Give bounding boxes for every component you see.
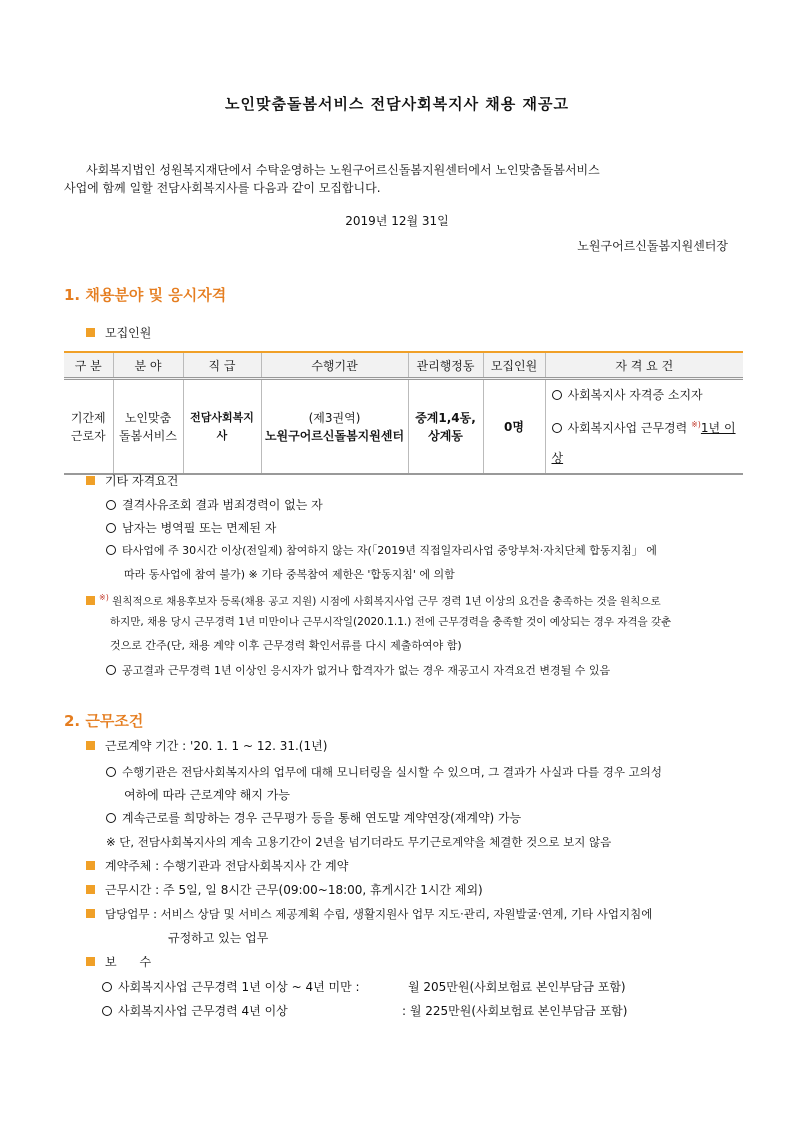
bullet-square-icon [86,741,95,750]
section-1-heading: 1. 채용분야 및 응시자격 [64,286,227,304]
list-item: 공고결과 근무경력 1년 이상인 응시자가 없거나 합격자가 없는 경우 재공고시 자격요건 변경될 수 있음 [106,663,610,679]
list-item: 수행기관은 전담사회복지사의 업무에 대해 모니터링을 실시할 수 있으며, 그 결과가 사실과 다를 경우 고의성 [106,764,662,780]
bullet-square-icon [86,596,95,605]
bullet-square-icon [86,957,95,966]
list-item-continued: 여하에 따라 근로계약 해지 가능 [124,788,290,802]
list-item: 결격사유조회 결과 범죄경력이 없는 자 [106,497,323,513]
bullet-circle-icon [552,423,562,433]
contract-party: 계약주체 : 수행기관과 전담사회복지사 간 계약 [86,858,348,874]
bullet-square-icon [86,909,95,918]
list-item: 타사업에 주 30시간 이상(전일제) 참여하지 않는 자(「2019년 직접일자리사업 중앙부처·자치단체 합동지침」 에 [106,543,657,559]
pay-label: 보 수 [86,954,151,970]
list-item: 남자는 병역필 또는 면제된 자 [106,520,276,536]
bullet-circle-icon [106,767,116,777]
other-label: 기타 자격요건 [86,473,178,489]
bullet-square-icon [86,885,95,894]
col-header: 분 야 [113,352,183,379]
cell-qualification: 사회복지사 자격증 소지자 사회복지사업 근무경력 ※)1년 이상 [545,379,743,475]
bullet-circle-icon [102,1006,112,1016]
col-header: 구 분 [64,352,113,379]
col-header: 수행기관 [261,352,408,379]
bullet-square-icon [86,476,95,485]
pay-item: 사회복지사업 근무경력 4년 이상 : 월 225만원(사회보험료 본인부담금 포함) [102,1003,288,1019]
intro-line-2: 사업에 함께 일할 전담사회복지사를 다음과 같이 모집합니다. [64,181,381,195]
signer: 노원구어르신돌봄지원센터장 [577,239,728,253]
list-item: 계속근로를 희망하는 경우 근무평가 등을 통해 연도말 계약연장(재계약) 가능 [106,810,521,826]
cell-field: 노인맞춤 돌봄서비스 [113,379,183,475]
bullet-circle-icon [106,813,116,823]
bullet-circle-icon [106,500,116,510]
cell-dong: 중계1,4동, 상계동 [408,379,483,475]
cell-type: 기간제 근로자 [64,379,113,475]
bullet-circle-icon [106,545,116,555]
col-header: 직 급 [183,352,261,379]
note-line: ※ 단, 전담사회복지사의 계속 고용기간이 2년을 넘기더라도 무기근로계약을 체결한 것으로 보지 않음 [106,835,612,849]
cell-org: (제3권역) 노원구어르신돌봄지원센터 [261,379,408,475]
bullet-circle-icon [102,982,112,992]
cell-count: 0명 [483,379,545,475]
col-header: 자 격 요 건 [545,352,743,379]
section-2-heading: 2. 근무조건 [64,712,144,730]
bullet-square-icon [86,328,95,337]
col-header: 모집인원 [483,352,545,379]
bullet-circle-icon [106,665,116,675]
note-line: 하지만, 채용 당시 근무경력 1년 미만이나 근무시작일(2020.1.1.) 전에 근무경력을 충족할 것이 예상되는 경우 자격을 갖춘 [110,616,672,628]
list-item-continued: 따라 동사업에 참여 불가) ※ 기타 중복참여 제한은 '합동지침' 에 의함 [124,568,455,581]
intro-line-1: 사회복지법인 성원복지재단에서 수탁운영하는 노원구어르신돌봄지원센터에서 노인맞춤돌봄서비스 [86,163,600,177]
page-title: 노인맞춤돌봄서비스 전담사회복지사 채용 재공고 [225,95,569,113]
contract-period: 근로계약 기간 : '20. 1. 1 ~ 12. 31.(1년) [86,738,327,754]
duties-continued: 규정하고 있는 업무 [168,931,269,945]
work-hours: 근무시간 : 주 5일, 일 8시간 근무(09:00~18:00, 휴게시간 1시간 제외) [86,882,483,898]
pay-item: 사회복지사업 근무경력 1년 이상 ~ 4년 미만 : 월 205만원(사회보험료 본인부담금 포함) [102,979,360,995]
note-line: 것으로 간주(단, 채용 계약 이후 근무경력 확인서류를 다시 제출하여야 함) [110,639,462,652]
note-block: ※) 원칙적으로 채용후보자 등록(채용 공고 지원) 시점에 사회복지사업 근무 경력 1년 이상의 요건을 충족하는 것을 원칙으로 [86,590,661,610]
recruit-table [64,351,743,475]
duties: 담당업무 : 서비스 상담 및 서비스 제공계획 수립, 생활지원사 업무 지도·관리, 자원발굴·연계, 기타 사업지침에 [86,906,652,922]
table-row [64,379,743,475]
notice-date: 2019년 12월 31일 [345,214,449,228]
bullet-circle-icon [106,523,116,533]
col-header: 관리행정동 [408,352,483,379]
table-header-row [64,352,743,379]
cell-rank: 전담사회복지사 [183,379,261,475]
recruit-label: 모집인원 [86,325,151,341]
bullet-circle-icon [552,390,562,400]
bullet-square-icon [86,861,95,870]
